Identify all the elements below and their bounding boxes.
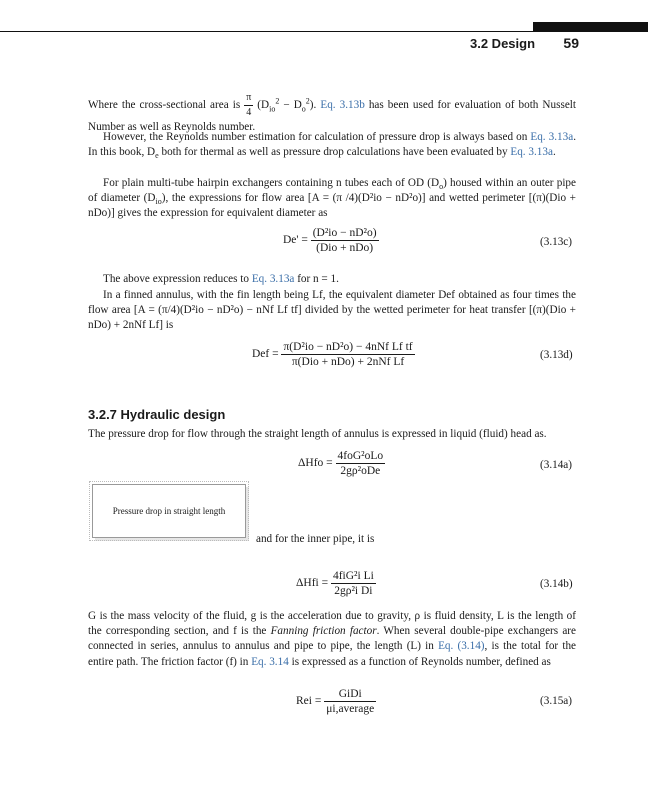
- para6-text: The pressure drop for flow through the straight length of annulus is expressed in liquid (fluid) head as.: [88, 428, 547, 440]
- running-head: 3.2 Design: [470, 36, 536, 51]
- page-number: 59: [563, 35, 579, 51]
- paragraph-2: [88, 130, 576, 160]
- para8-c: , is the total for the entire path. The friction factor (f) in: [88, 640, 576, 668]
- header-bar-decoration: [533, 22, 648, 31]
- pi-over-4: $\frac{\pi}{4}$: [246, 92, 252, 118]
- equation-3-13d: [252, 340, 415, 369]
- equation-3-14b: [296, 569, 376, 598]
- eq-3-15a-lhs: Rei =: [296, 695, 322, 708]
- para4-a: The above expression reduces to: [103, 273, 252, 285]
- header-rule: [0, 31, 648, 32]
- eq-3-14-link-1[interactable]: Eq. (3.14): [438, 640, 485, 653]
- eq-3-14a-numerator: 4foG²oLo: [337, 450, 384, 462]
- eq-3-15a-denominator: μi,average: [326, 703, 375, 715]
- paragraph-7: [256, 532, 576, 547]
- equation-3-15a: [296, 687, 376, 716]
- eq-3-13d-denominator: π(Dio + nDo) + 2nNf Lf: [291, 356, 405, 368]
- margin-callout: [92, 484, 246, 538]
- eq-3-14b-denominator: 2gρ²i Di: [334, 585, 373, 597]
- para3-b: ) housed within an outer pipe of diameter (D: [88, 177, 576, 205]
- para2-c: both for thermal as well as pressure drop calculations have been evaluated by: [158, 146, 511, 159]
- eq-3-14a-lhs: ΔHfo =: [298, 457, 333, 470]
- para8-a: G is the mass velocity of the fluid, g is the acceleration due to gravity, ρ is fluid density, L is the length of the corresponding section, and f is the: [88, 610, 576, 638]
- equation-label-3-14a: (3.14a): [540, 459, 572, 471]
- eq-3-15a-numerator: GiDi: [324, 687, 376, 702]
- para3-c: ), the expressions for flow area [A = (π /4)(D²io − nD²o)] and wetted perimeter [(π)(Dio + nDo)] gives the expression for equivalent diameter as: [88, 192, 576, 220]
- callout-text: Pressure drop in straight length: [112, 506, 226, 516]
- section-heading: 3.2.7 Hydraulic design: [88, 407, 226, 422]
- para3-sub: o: [439, 182, 444, 192]
- eq-3-14b-numerator: 4fiG²i Li: [332, 570, 374, 582]
- eq-3-13c-lhs: De' =: [283, 234, 308, 247]
- para3-sub2: io: [155, 197, 162, 207]
- para2-d: .: [552, 146, 556, 159]
- eq-3-14b-lhs: ΔHfi =: [296, 577, 329, 590]
- para8-b: . When several double-pipe exchangers are connected in series, annulus to annulus and pipe to pipe, the length (L) in: [88, 625, 576, 653]
- eq-3-13c-denominator: (Dio + nDo): [316, 242, 374, 254]
- fanning-friction-factor-term: Fanning friction factor: [270, 625, 377, 638]
- eq-3-13d-numerator: π(D²io − nD²o) − 4nNf Lf tf: [283, 341, 413, 353]
- eq-3-13a-link-3[interactable]: Eq. 3.13a: [251, 273, 295, 285]
- paragraph-4: [88, 272, 576, 287]
- para3-a: For plain multi-tube hairpin exchangers containing n tubes each of OD (D: [103, 177, 440, 189]
- para8-d: is expressed as a function of Reynolds number, defined as: [288, 655, 551, 668]
- para4-b: for n = 1.: [294, 273, 339, 285]
- paragraph-8: [88, 609, 576, 670]
- eq-3-14a-denominator: 2gρ²oDe: [340, 465, 381, 477]
- para1-lead: Where the cross-sectional area is: [88, 99, 245, 112]
- eq-3-13a-link-1[interactable]: Eq. 3.13a: [530, 131, 574, 143]
- equation-3-14a: [298, 449, 385, 478]
- para5-text: In a finned annulus, with the fin length being Lf, the equivalent diameter Def obtained as four times the flow area [A = (π/4)(D²io − nD²o) − nNf Lf tf] divided by the wetted perimeter for heat transfer [(π)(Dio + nDo) + 2nNf Lf] is: [88, 289, 576, 332]
- equation-label-3-15a: (3.15a): [540, 695, 572, 707]
- para2-sub: e: [155, 151, 159, 161]
- para1-after: has been used for evaluation of both Nusselt Number as well as Reynolds number.: [88, 99, 576, 133]
- eq-3-14-link-2[interactable]: Eq. 3.14: [251, 655, 289, 668]
- eq-3-13c-numerator: (D²io − nD²o): [312, 227, 377, 239]
- eq-3-13d-lhs: Def =: [252, 348, 279, 361]
- para2-a: However, the Reynolds number estimation for calculation of pressure drop is always based on: [103, 131, 531, 143]
- para7-text: and for the inner pipe, it is: [256, 533, 375, 545]
- equation-label-3-14b: (3.14b): [540, 578, 573, 590]
- equation-3-13c: [283, 226, 379, 255]
- equation-label-3-13d: (3.13d): [540, 349, 573, 361]
- paragraph-1: Where the cross-sectional area is $\frac{\pi}{4}$ $(D_{io}^2 - D_o^2)$. Eq. 3.13b has been used for evaluation of both Nusselt Number as well as Reynolds number.: [88, 92, 576, 133]
- eq-3-13a-link-2[interactable]: Eq. 3.13a: [510, 146, 553, 159]
- paragraph-3: [88, 176, 576, 222]
- equation-label-3-13c: (3.13c): [540, 236, 572, 248]
- paragraph-5: [88, 288, 576, 334]
- para2-b: . In this book, D: [88, 131, 576, 159]
- paragraph-6: [88, 427, 576, 442]
- eq-3-13b-link[interactable]: Eq. 3.13b: [320, 99, 365, 112]
